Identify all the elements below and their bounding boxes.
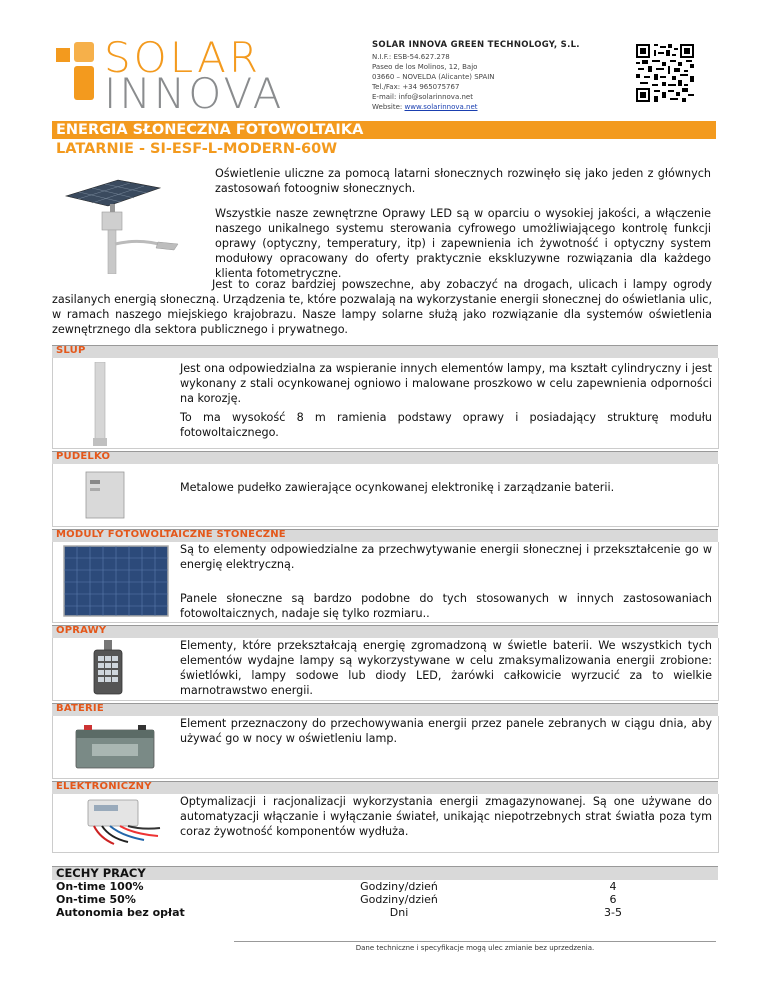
intro-paragraph-3: Jest to coraz bardziej powszechne, aby zobaczyć na drogach, ulicach i lampy ogrody zasilanych energią słoneczną. Urządzenia te, które pozwalają na wykorzystanie energii słonecznej do oświetlania ulic, w ramach naszego miejskiego krajobrazu. Nasze lampy solarne służą jako rozwiązanie dla systemów oświetlenia zewnętrznego dla sektora publicznego i prywatnego.	[52, 278, 713, 336]
table-row	[52, 893, 718, 906]
table-cell-unit: Dni	[389, 906, 409, 919]
section-header-bar	[52, 345, 718, 358]
website-label: Website:	[372, 103, 405, 111]
footer-divider	[234, 941, 716, 942]
company-nif: N.I.F.: ESB-54.627.278	[372, 53, 450, 61]
company-name: SOLAR INNOVA GREEN TECHNOLOGY, S.L.	[372, 40, 580, 50]
logo-text-bottom: INNOVA	[104, 69, 285, 109]
metal-box-image	[80, 468, 130, 522]
table-cell-value: 4	[609, 880, 617, 893]
website-link[interactable]: www.solarinnova.net	[404, 103, 478, 111]
table-row	[52, 880, 718, 893]
section-text-elektroniczny: Optymalizacji i racjonalizacji wykorzystania energii zmagazynowanej. Są one używane do automatyzacji włączanie i wyłączanie świateł, unikając niepotrzebnych strat światła poza tym coraz żywotność komponentów wydłuża.	[180, 795, 712, 838]
section-header-bar	[52, 451, 718, 464]
logo-text-top: SOLAR	[104, 34, 261, 82]
section-text-slup-1: Jest ona odpowiedzialna za wspieranie innych elementów lampy, ma kształt cylindryczny i jest wykonany z stali ocynkowanej ogniowo i malowane proszkowo w celu zapewnienia odporności na korozję.	[180, 362, 712, 405]
section-text-baterie: Element przeznaczony do przechowywania energii przez panele zebranych w ciągu dnia, aby używać go w nocy w oświetleniu lamp.	[180, 717, 712, 745]
section-text-moduly-2: Panele słoneczne są bardzo podobne do tych stosowanych w innych zastosowaniach fotowoltaicznych, nadaje się tylko rozmiaru..	[180, 592, 712, 620]
page-subtitle: LATARNIE - SI-ESF-L-MODERN-60W	[56, 141, 338, 157]
logo-mark-icon	[56, 42, 94, 100]
company-phone: Tel./Fax: +34 965075767	[372, 83, 460, 91]
table-row	[52, 906, 718, 919]
section-header-bar	[52, 703, 718, 716]
section-text-slup-2: To ma wysokość 8 m ramienia podstawy oprawy i posiadający strukturę modułu fotowoltaicznego.	[180, 411, 712, 439]
solar-street-lamp-image	[60, 166, 180, 274]
company-website	[372, 102, 612, 112]
section-text-moduly-1: Są to elementy odpowiedzialne za przechwytywanie energii słonecznej i przekształcenie go w energię elektryczną.	[180, 543, 712, 571]
solar-panel-image	[62, 544, 170, 618]
table-cell-label: Autonomia bez opłat	[56, 906, 185, 919]
intro-paragraph-1: Oświetlenie uliczne za pomocą latarni słonecznych rozwinęło się jako jeden z głównych zastosowań fotoogniw słonecznych.	[215, 167, 711, 195]
table-cell-value: 3-5	[604, 906, 622, 919]
section-label-elektroniczny: ELEKTRONICZNY	[56, 781, 152, 792]
table-header-row	[52, 867, 718, 881]
table-cell-unit: Godziny/dzień	[360, 880, 438, 893]
section-label-baterie: BATERIE	[56, 703, 104, 714]
section-label-moduly: MODULY FOTOWOLTAICZNE STONECZNE	[56, 529, 286, 540]
page-title: ENERGIA SŁONECZNA FOTOWOLTAIKA	[56, 122, 364, 138]
battery-image	[72, 720, 158, 770]
table-cell-value: 6	[609, 893, 617, 906]
qr-code-icon	[636, 44, 694, 102]
footer-disclaimer: Dane techniczne i specyfikacje mogą ulec zmianie bez uprzedzenia.	[355, 944, 595, 952]
section-text-oprawy: Elementy, które przekształcają energię zgromadzoną w świetle baterii. We wszystkich tych elementów wydajne lampy są wykorzystywane w celu zmaksymalizowania energii zrobione: świetlówki, lampy sodowe lub diody LED, żarówki całkowicie wyrzucić za to wielkie marnotrawstwo energii.	[180, 639, 712, 697]
solar-innova-logo	[50, 34, 330, 109]
section-label-oprawy: OPRAWY	[56, 625, 107, 636]
intro-paragraph-2: Wszystkie nasze zewnętrzne Oprawy LED są w oparciu o wysokiej jakości, a włączenie naszego unikalnego systemu sterowania cyfrowego umożliwiającego kontrolę funkcji oprawy (optyczny, temperatury, itp) i zapewnienia ich żywotność i optyczny system modułowy opracowany do oferty praktycznie ekskluzywne rozwiązania dla każdego klienta fotometryczne.	[215, 207, 711, 280]
company-email: E-mail: info@solarinnova.net	[372, 93, 473, 101]
section-header-bar	[52, 625, 718, 638]
company-info	[372, 40, 612, 112]
charge-controller-image	[74, 796, 164, 850]
company-address-line2: 03660 – NOVELDA (Alicante) SPAIN	[372, 73, 495, 81]
table-cell-unit: Godziny/dzień	[360, 893, 438, 906]
section-text-pudelko: Metalowe pudełko zawierające ocynkowanej elektronikę i zarządzanie baterii.	[180, 481, 615, 494]
company-address-line1: Paseo de los Molinos, 12, Bajo	[372, 63, 478, 71]
operating-features-table	[52, 866, 718, 919]
section-box-pudelko	[52, 464, 719, 527]
table-cell-label: On-time 50%	[56, 893, 136, 906]
pole-image	[90, 362, 110, 446]
table-header: CECHY PRACY	[52, 867, 718, 881]
section-label-pudelko: PUDELKO	[56, 451, 111, 462]
led-luminaire-image	[86, 640, 130, 698]
section-label-slup: SLUP	[56, 345, 86, 356]
table-cell-label: On-time 100%	[56, 880, 144, 893]
